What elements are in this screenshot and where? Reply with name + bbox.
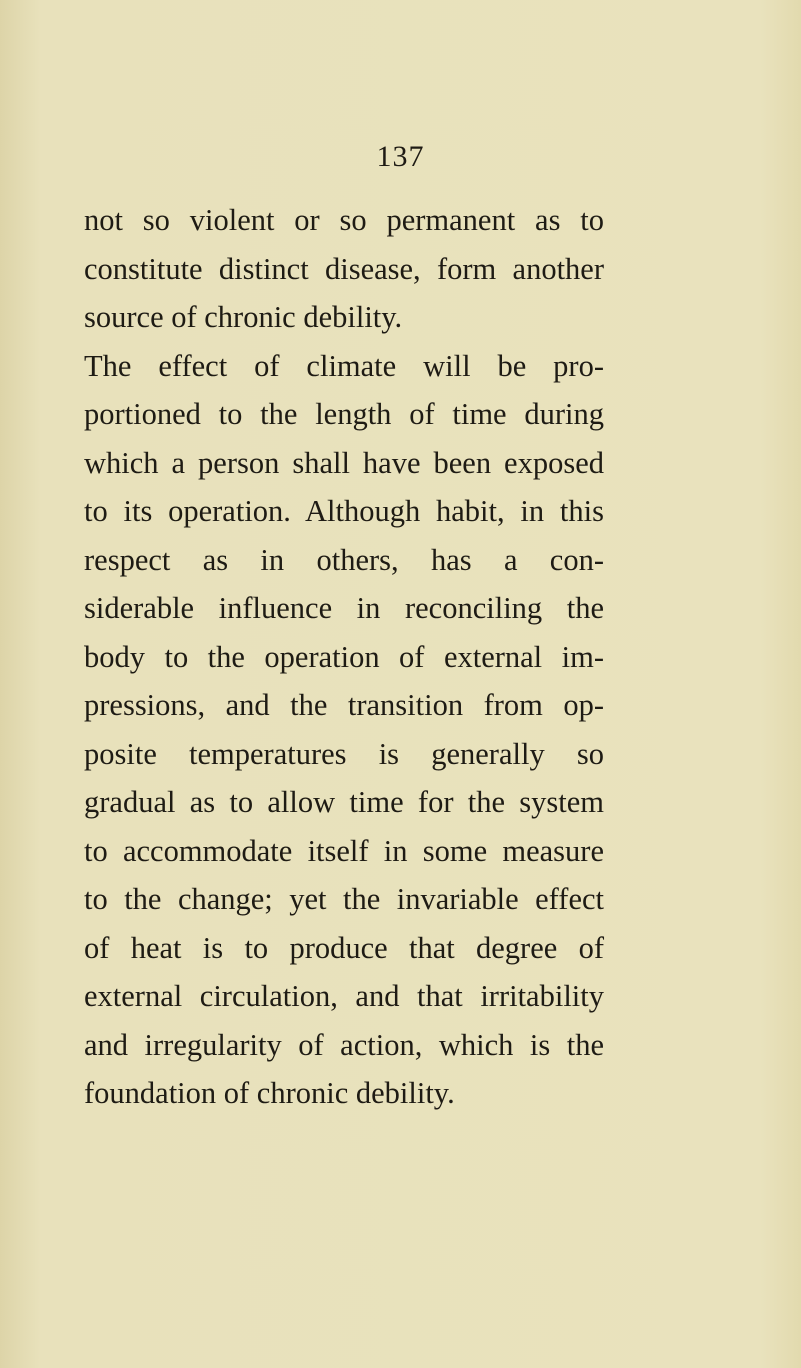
text-line: and irregularity of action, which is the <box>84 1027 604 1062</box>
text-line: to accommodate itself in some measure <box>84 833 604 868</box>
page-number: 137 <box>376 140 425 173</box>
text-line: foundation of chronic debility. <box>84 1076 455 1110</box>
text-line: not so violent or so permanent as to <box>84 203 604 237</box>
text-line: constitute distinct disease, form another <box>84 251 604 286</box>
text-line: portioned to the length of time during <box>84 397 604 431</box>
text-line: source of chronic debility. <box>84 300 403 334</box>
body-text <box>84 196 604 1118</box>
text-line: to the change; yet the invariable effect <box>84 882 604 916</box>
text-line: The effect of climate will be pro- <box>84 348 604 383</box>
text-line: body to the operation of external im- <box>84 639 604 674</box>
text-line: posite temperatures is generally so <box>84 736 604 771</box>
text-line: pressions, and the transition from op- <box>84 688 604 722</box>
text-line: respect as in others, has a con- <box>84 542 604 577</box>
text-line: which a person shall have been exposed <box>84 445 604 480</box>
text-line: siderable influence in reconciling the <box>84 591 604 625</box>
text-line: external circulation, and that irritability <box>84 979 604 1013</box>
text-line: to its operation. Although habit, in this <box>84 494 604 528</box>
text-line: gradual as to allow time for the system <box>84 785 604 819</box>
text-line: of heat is to produce that degree of <box>84 930 604 965</box>
